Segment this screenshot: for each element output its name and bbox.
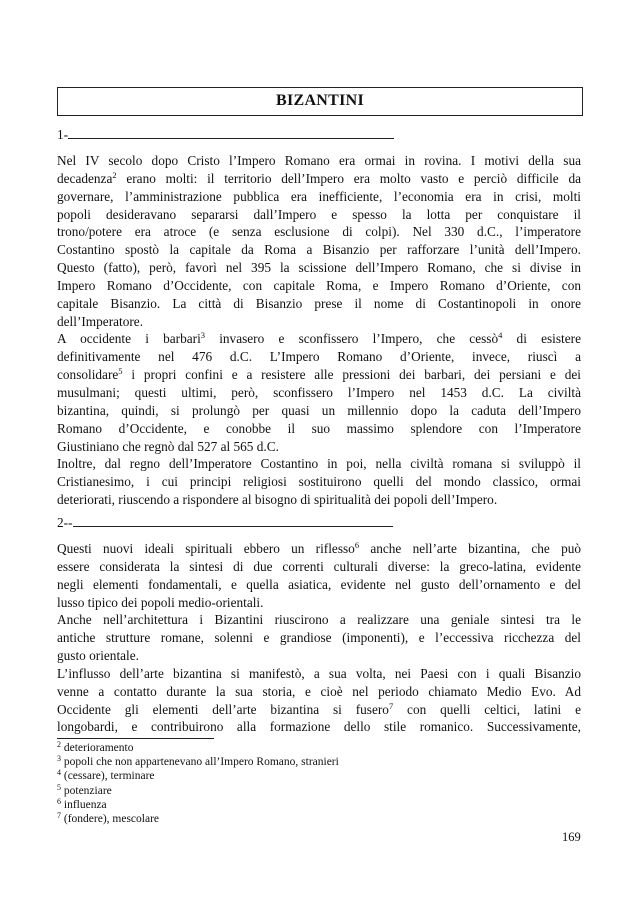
footnote-number: 2 — [57, 740, 61, 749]
footnote-ref: 7 — [388, 700, 394, 711]
text-line: L’influsso dell’arte bizantina si manifestò, a sua volta, nei Paesi con i quali Bisanzio — [57, 665, 581, 681]
text-line: bizantina, quindi, si prolungò per quasi un millennio dopo la caduta dell’Impero — [57, 402, 581, 418]
text-line — [57, 540, 581, 558]
section-2-heading — [57, 515, 393, 531]
footnote-7 — [57, 812, 159, 826]
text-line — [57, 701, 581, 719]
text-segment: A occidente i barbari — [57, 331, 201, 347]
section-2-blank-line — [73, 515, 393, 527]
footnote-2 — [57, 741, 133, 755]
footnote-text: (fondere), mescolare — [61, 813, 160, 825]
text-segment: decadenza — [57, 170, 113, 186]
text-line — [57, 330, 581, 348]
text-line: deteriorati, riuscendo a rispondere al bisogno di spiritualità dei popoli dell’Impero. — [57, 492, 498, 508]
section-1-text — [57, 152, 581, 509]
text-line: Questo (fatto), però, favorì nel 395 la scissione dell’Impero Romano, che si divise in — [57, 260, 581, 276]
footnote-text: potenziare — [61, 784, 112, 797]
text-line: venne a contatto durante la sua storia, e cioè nel periodo chiamato Medio Evo. Ad — [57, 683, 581, 699]
footnote-number: 3 — [57, 754, 61, 764]
text-line — [57, 366, 581, 384]
text-line: Romano d’Occidente, e conobbe il suo massimo splendore con l’Imperatore — [57, 420, 581, 436]
footnote-text: influenza — [61, 798, 107, 811]
footnote-text: deterioramento — [61, 742, 134, 754]
text-line: gusto orientale. — [57, 648, 139, 664]
text-line: Giustiniano che regnò dal 527 al 565 d.C. — [57, 438, 279, 454]
footnote-5 — [57, 784, 112, 798]
footnote-3 — [57, 755, 339, 769]
text-line: capitale Bisanzio. La città di Bisanzio prese il nome di Costantinopoli in onore — [57, 295, 581, 311]
text-line: antiche strutture romane, solenni e grandiose (imponenti), e l’eccessiva ricchezza del — [57, 630, 581, 646]
text-line: musulmani; questi ultimi, però, sconfissero l’Impero nel 1453 d.C. La civiltà — [57, 384, 581, 400]
text-line: Costantino spostò la capitale da Roma a Bisanzio per rafforzare l’unità dell’Impero. — [57, 242, 581, 258]
text-segment: Questi nuovi ideali spirituali ebbero un riflesso — [57, 541, 355, 556]
footnote-number: 6 — [57, 796, 61, 806]
footnote-number: 5 — [57, 782, 61, 792]
text-line: governare, l’amministrazione pubblica era inefficiente, l’economia era in crisi, molti — [57, 188, 581, 204]
title-box — [57, 87, 583, 115]
page-number: 169 — [562, 830, 581, 844]
title-divider — [57, 115, 583, 116]
text-line: popoli desideravano separarsi dall’Impero e spesso la lotta per conquistare il — [57, 206, 581, 222]
text-segment: erano molti: il territorio dell’Impero era molto vasto e perciò difficile da — [116, 170, 581, 186]
text-segment: i propri confini e a resistere alle pressioni dei barbari, dei persiani e dei — [122, 367, 581, 383]
text-line: dell’Imperatore. — [57, 313, 144, 329]
text-line: longobardi, e contribuirono alla formazione dello stile romanico. Successivamente, — [57, 719, 581, 735]
text-line: definitivamente nel 476 d.C. L’Impero Romano d’Oriente, invece, riuscì a — [57, 349, 581, 365]
footnote-ref: 2 — [112, 169, 117, 180]
footnote-ref: 3 — [200, 330, 206, 341]
text-segment: consolidare — [57, 367, 119, 383]
text-line: lusso tipico dei popoli medio-orientali. — [57, 594, 264, 610]
footnote-number: 7 — [57, 811, 61, 820]
text-line: trono/potere era atroce (e senza esclusione di colpi). Nel 330 d.C., l’imperatore — [57, 224, 581, 240]
section-1-blank-line — [68, 127, 394, 139]
text-line: Cristianesimo, i cui principi religiosi sostituirono quelli del mondo classico, ormai — [57, 474, 581, 490]
footnote-4 — [57, 769, 155, 783]
section-2-number: 2-- — [57, 515, 73, 530]
footnote-number: 4 — [57, 768, 61, 778]
text-line: Impero Romano d’Occidente, con capitale Roma, e Impero Romano d’Oriente, con — [57, 277, 581, 293]
section-1-number: 1- — [57, 127, 69, 142]
page-title: BIZANTINI — [275, 92, 365, 109]
footnote-6 — [57, 798, 107, 812]
text-line: Nel IV secolo dopo Cristo l’Impero Romano era ormai in rovina. I motivi della sua — [57, 153, 581, 168]
footnote-ref: 4 — [498, 330, 503, 341]
text-line: essere considerata la sintesi di due correnti culturali diverse: la greco-latina, evidente — [57, 558, 581, 574]
footnote-ref: 6 — [354, 540, 360, 550]
text-segment: con quelli celtici, latini e — [393, 701, 581, 717]
section-1-heading — [57, 127, 394, 143]
footnote-text: (cessare), terminare — [61, 770, 155, 783]
footnote-divider — [57, 738, 214, 739]
text-segment: di esistere — [502, 331, 581, 347]
footnote-ref: 5 — [118, 366, 123, 377]
text-line — [57, 170, 581, 188]
section-2-text — [57, 540, 581, 736]
text-line: Inoltre, dal regno dell’Imperatore Costantino in poi, nella civiltà romana si sviluppò il — [57, 456, 581, 472]
text-line: negli elementi fondamentali, e quella asiatica, evidente nel gusto dell’ornamento e del — [57, 576, 581, 592]
text-segment: invasero e sconfissero l’Impero, che cessò — [205, 331, 499, 347]
text-segment: anche nell’arte bizantina, che può — [359, 541, 582, 556]
text-segment: Occidente gli elementi dell’arte bizantina si fusero — [57, 701, 389, 717]
footnote-text: popoli che non appartenevano all’Impero Romano, stranieri — [61, 756, 339, 769]
text-line: Anche nell’architettura i Bizantini riuscirono a realizzare una geniale sintesi tra le — [57, 612, 581, 628]
